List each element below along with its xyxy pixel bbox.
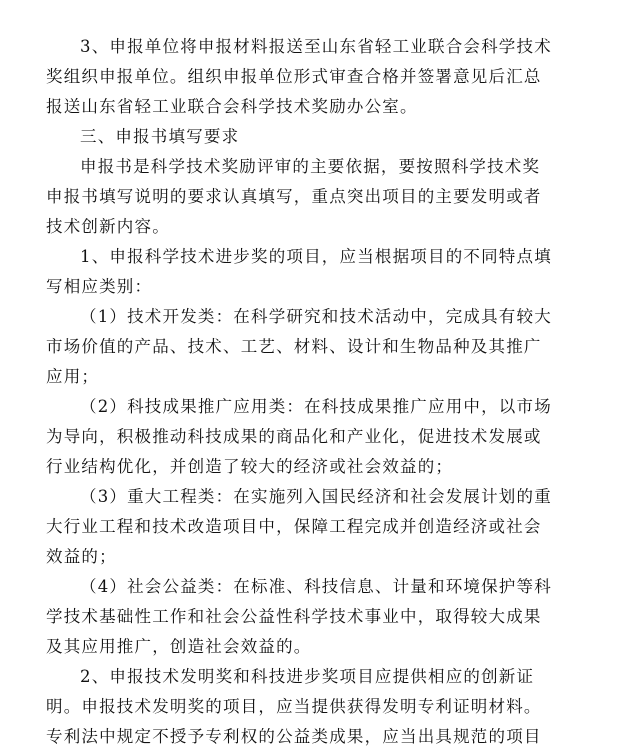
paragraph-line: 报送山东省轻工业联合会科学技术奖励办公室。 [46,97,418,116]
paragraph-line: 申报书是科学技术奖励评审的主要依据，要按照科学技术奖 [80,157,541,176]
paragraph-line: 应用； [46,367,100,386]
paragraph-line: 为导向，积极推动科技成果的商品化和产业化，促进技术发展或 [46,427,542,446]
section-heading: 三、申报书填写要求 [80,127,240,146]
paragraph-line: （1）技术开发类：在科学研究和技术活动中，完成具有较大 [80,307,552,326]
paragraph-line: 技术创新内容。 [46,217,170,236]
paragraph-line: 市场价值的产品、技术、工艺、材料、设计和生物品种及其推广 [46,337,542,356]
paragraph-line: 效益的； [46,547,117,566]
paragraph-line: 申报书填写说明的要求认真填写，重点突出项目的主要发明或者 [46,187,542,206]
paragraph-line: 学技术基础性工作和社会公益性科学技术事业中，取得较大成果 [46,607,542,626]
paragraph-line: 写相应类别： [46,277,153,296]
paragraph-line: 3、申报单位将申报材料报送至山东省轻工业联合会科学技术 [80,37,552,56]
paragraph-line: 行业结构优化，并创造了较大的经济或社会效益的； [46,457,454,476]
paragraph-line: 2、申报技术发明奖和科技进步奖项目应提供相应的创新证 [80,667,535,686]
paragraph-line: 明。申报技术发明奖的项目，应当提供获得发明专利证明材料。 [46,697,542,716]
paragraph-line: 奖组织申报单位。组织申报单位形式审查合格并签署意见后汇总 [46,67,542,86]
paragraph-line: （3）重大工程类：在实施列入国民经济和社会发展计划的重 [80,487,552,506]
paragraph-line: 1、申报科学技术进步奖的项目，应当根据项目的不同特点填 [80,247,552,266]
paragraph-line: 及其应用推广，创造社会效益的。 [46,637,312,656]
paragraph-line: （2）科技成果推广应用类：在科技成果推广应用中，以市场 [80,397,552,416]
paragraph-line: 大行业工程和技术改造项目中，保障工程完成并创造经济或社会 [46,517,542,536]
paragraph-line: （4）社会公益类：在标准、科技信息、计量和环境保护等科 [80,577,552,596]
paragraph-line: 专利法中规定不授予专利权的公益类成果，应当出具规范的项目 [46,727,542,746]
